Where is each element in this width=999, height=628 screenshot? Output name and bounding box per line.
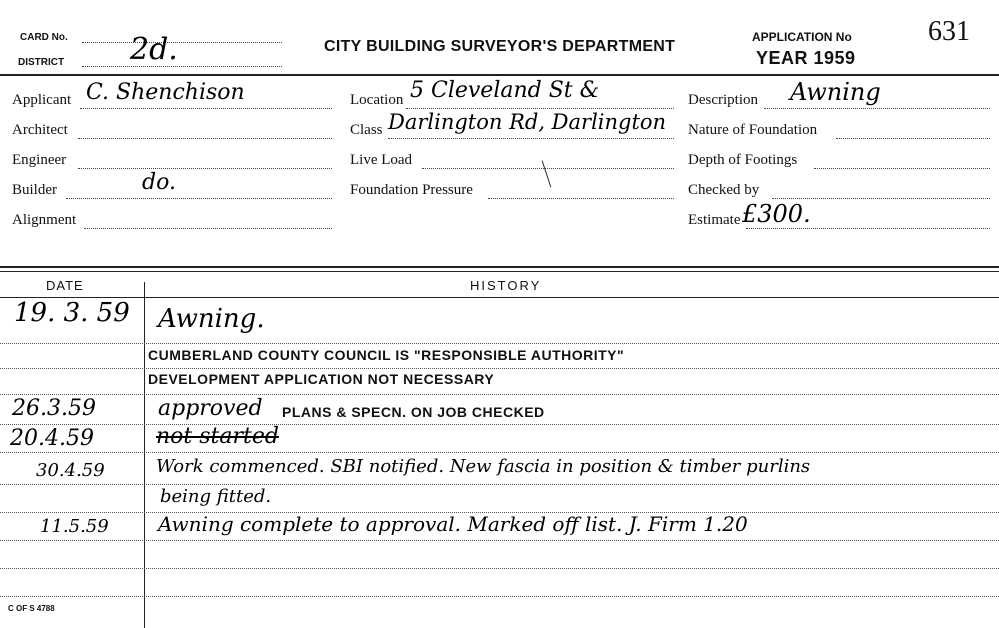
district-label: DISTRICT: [18, 57, 65, 68]
table-top-rule: [0, 266, 999, 268]
live-load-label: Live Load: [350, 152, 413, 168]
history-header: HISTORY: [470, 278, 542, 293]
row-line: [0, 452, 999, 453]
history-date: 19. 3. 59: [14, 298, 130, 328]
builder-label: Builder: [12, 182, 57, 198]
location-line: [406, 108, 674, 109]
department-title: CITY BUILDING SURVEYOR'S DEPARTMENT: [324, 38, 676, 55]
application-label: APPLICATION No: [752, 30, 852, 44]
history-stamp: PLANS & SPECN. ON JOB CHECKED: [282, 404, 545, 420]
application-year: YEAR 1959: [756, 48, 856, 68]
architect-label: Architect: [12, 122, 68, 138]
applicant-line: [80, 108, 332, 109]
depth-line: [814, 168, 990, 169]
checked-label: Checked by: [688, 182, 760, 198]
alignment-line: [84, 228, 332, 229]
form-code: C OF S 4788: [8, 604, 55, 613]
estimate-label: Estimate: [688, 212, 741, 228]
class-label: Class: [350, 122, 383, 138]
history-date: 20.4.59: [10, 426, 94, 451]
header-rule: [0, 74, 999, 76]
row-line: [0, 568, 999, 569]
foundation-pressure-label: Foundation Pressure: [350, 182, 473, 198]
row-line: [0, 368, 999, 369]
row-line: [0, 596, 999, 597]
estimate-value: £300.: [742, 200, 811, 228]
application-number: 631: [928, 16, 970, 47]
table-top-rule-2: [0, 271, 999, 272]
nature-label: Nature of Foundation: [688, 122, 818, 138]
history-stamp: CUMBERLAND COUNTY COUNCIL IS "RESPONSIBLE AUTHORITY": [148, 347, 625, 363]
applicant-label: Applicant: [12, 92, 72, 108]
builder-value: do.: [142, 170, 176, 195]
description-line: [764, 108, 990, 109]
nature-line: [836, 138, 990, 139]
builder-line: [66, 198, 332, 199]
date-column-divider: [144, 282, 145, 628]
engineer-label: Engineer: [12, 152, 67, 168]
history-date: 11.5.59: [40, 516, 109, 537]
row-line: [0, 484, 999, 485]
history-date: 30.4.59: [36, 460, 105, 481]
row-line: [0, 424, 999, 425]
depth-label: Depth of Footings: [688, 152, 798, 168]
table-header-rule: [0, 297, 999, 298]
location-value: 5 Cleveland St &: [410, 78, 600, 103]
class-line: [388, 138, 674, 139]
foundation-pressure-line: [488, 198, 674, 199]
live-load-line: [422, 168, 674, 169]
description-label: Description: [688, 92, 758, 108]
architect-line: [78, 138, 332, 139]
checked-line: [772, 198, 990, 199]
description-value: Awning: [790, 78, 881, 106]
estimate-line: [746, 228, 990, 229]
history-text: Awning.: [158, 304, 265, 334]
pen-mark: [542, 161, 552, 188]
history-text: approved: [158, 396, 263, 421]
location-label: Location: [350, 92, 404, 108]
alignment-label: Alignment: [12, 212, 77, 228]
engineer-line: [78, 168, 332, 169]
card-no-line: [82, 42, 282, 43]
applicant-value: C. Shenchison: [86, 80, 245, 105]
card-no-label: CARD No.: [20, 32, 68, 43]
row-line: [0, 343, 999, 344]
class-value: Darlington Rd, Darlington: [388, 110, 667, 134]
date-header: DATE: [46, 278, 84, 293]
row-line: [0, 394, 999, 395]
history-text: Work commenced. SBI notified. New fascia in position & timber purlins: [156, 456, 811, 477]
history-date: 26.3.59: [12, 396, 96, 421]
history-stamp: DEVELOPMENT APPLICATION NOT NECESSARY: [148, 371, 495, 387]
district-line: [82, 66, 282, 67]
history-text: not started: [156, 424, 279, 449]
history-text: Awning complete to approval. Marked off list. J. Firm 1.20: [158, 512, 748, 536]
history-text: being fitted.: [160, 486, 272, 507]
district-value: 2d.: [130, 32, 178, 67]
row-line: [0, 540, 999, 541]
